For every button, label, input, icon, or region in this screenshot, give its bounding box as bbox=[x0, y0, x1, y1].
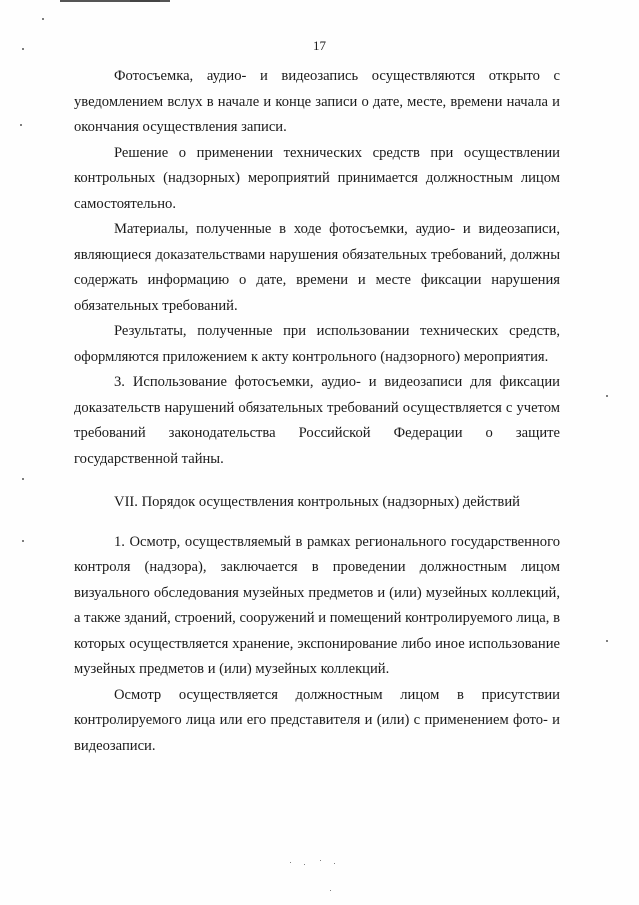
paragraph: Осмотр осуществляется должностным лицом в присутствии контролируемого лица или его представителя и (или) с применением фото- и видеозаписи. bbox=[74, 686, 560, 754]
paragraph: Материалы, полученные в ходе фотосъемки, аудио- и видеозаписи, являющиеся доказательствами нарушения обязательных требований, должны содержать информацию о дате, времени и месте фиксации нарушения обязательных требований. bbox=[74, 221, 560, 314]
scan-speck bbox=[20, 124, 22, 126]
document-body bbox=[74, 64, 560, 759]
scan-speck bbox=[42, 18, 44, 20]
scan-speck bbox=[22, 478, 24, 480]
paragraph: Фотосъемка, аудио- и видеозапись осуществляются открыто с уведомлением вслух в начале и конце записи о дате, месте, времени начала и окончания осуществления записи. bbox=[74, 68, 560, 135]
page-number: 17 bbox=[313, 38, 326, 53]
scan-speck bbox=[330, 890, 331, 891]
scan-speck bbox=[22, 540, 24, 542]
scan-speck bbox=[606, 395, 608, 397]
paragraph: Решение о применении технических средств при осуществлении контрольных (надзорных) мероприятий принимается должностным лицом самостоятельно. bbox=[74, 144, 560, 212]
scan-speck bbox=[606, 640, 608, 642]
paragraph: 3. Использование фотосъемки, аудио- и видеозаписи для фиксации доказательств нарушений обязательных требований осуществляется с учетом требований законодательства Российской Федерации о защите государственной тайны. bbox=[74, 374, 560, 467]
section-heading: VII. Порядок осуществления контрольных (надзорных) действий bbox=[114, 494, 520, 510]
paragraph: Результаты, полученные при использовании технических средств, оформляются приложением к акту контрольного (надзорного) мероприятия. bbox=[74, 323, 560, 365]
scan-artifact-line bbox=[130, 0, 160, 2]
scan-artifact-dots bbox=[290, 858, 350, 868]
paragraph: 1. Осмотр, осуществляемый в рамках регионального государственного контроля (надзора), заключается в проведении должностным лицом визуального обследования музейных предметов и (или) музейных коллекций, а также зданий, строений, сооружений и помещений контролируемого лица, в которых осуществляется хранение, экспонирование либо иное использование музейных предметов и (или) музейных коллекций. bbox=[74, 533, 560, 677]
